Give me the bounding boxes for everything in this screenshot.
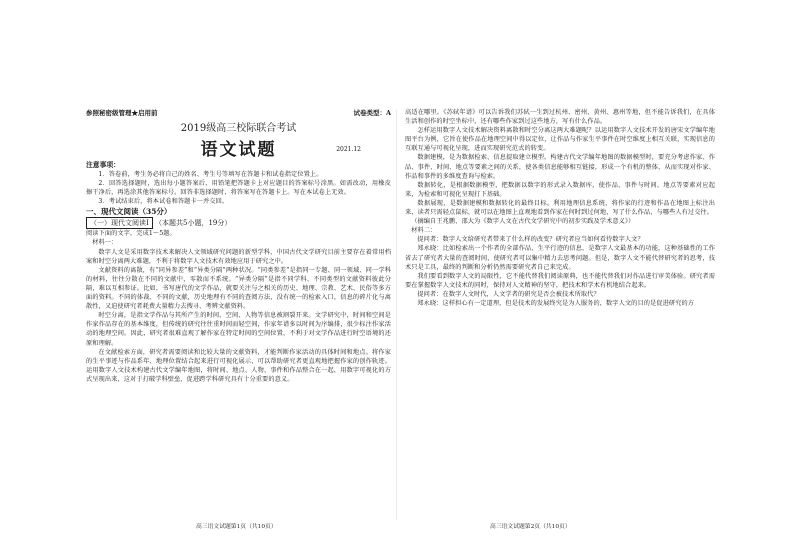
page-header-row (86, 108, 391, 117)
material-two-body (405, 235, 715, 308)
paragraph: 时空分离，是指文学作品与其所产生的时间、空间、人物等信息被割裂开来。文学研究中，时间和空间是作家作品存在的基本维度，但传统的研究往往重时间而轻空间，作家年谱多以时间为序编排，很少标注作家活动的地理空间。因此，研究者很难直观了解作家在特定时间的空间位置，不利于对文学作品进行时空语境的还原和理解。 (86, 312, 391, 347)
notes-title: 注意事项： (86, 161, 120, 169)
exam-title: 2019级高三校际联合考试 (180, 123, 297, 134)
paragraph: 提问者：数字人文给研究者带来了什么样的改变？研究者应当如何看待数字人文？ (417, 236, 644, 244)
note-item: 1．答卷前，考生务必将自己的姓名、考生号等填写在答题卡和试卷指定位置上。 (98, 171, 323, 178)
paragraph: 在文献检索方面，研究者需要阅读和比较大量的文献资料，才能判断作家活动的具体时间和地点。将作家的生平事迹与作品系年、地理位置结合起来进行可视化展示，可以帮助研究者更直观地把握作家的创作轨迹。运用数字人文技术构建古代文学编年地图，将时间、地点、人物、事件和作品整合在一起，用数字可视化的方式呈现出来，这对于打破学科壁垒、促进跨学科研究具有十分重要的意义。 (86, 348, 391, 383)
confidentiality-label: 参照秘密级管理★启用前 (86, 109, 158, 117)
paragraph: 怎样运用数字人文技术解决资料离散和时空分离这两大难题呢？以运用数字人文技术开发的唐宋文学编年地图平台为例，它旨在使作品在地理空间中得以定位，让作品与作家生平事件在时空维度上相互关联，实现信息的互联互通与可视化呈现，进而实现研究范式的转变。 (405, 127, 715, 153)
material-label: 材料一： (92, 239, 118, 247)
exam-page-1 (86, 108, 391, 518)
paragraph: 数据建模，是为数据检索、信息提取建立模型。构建古代文学编年地图的数据模型时，要充分考虑作家、作品、事件、时间、地点等要素之间的关系，使各类信息能够相互链接，形成一个有机的整体，从而实现对作家、作品和事件的多维度查询与检索。 (405, 154, 715, 180)
section-title: 一、现代文阅读（35分） (86, 207, 172, 217)
paragraph: 数据转化，是根据数据模型，把数据以数字的形式录入数据库，使作品、事件与时间、地点等要素对应起来，为检索和可视化呈现打下基础。 (405, 181, 715, 198)
paragraph: 提问者：在数字人文时代，人文学者的研究是否会被技术所取代？ (417, 290, 600, 298)
note-item: 2．回答选择题时，选出每小题答案后，用铅笔把答题卡上对应题目的答案标号涂黑。如需改动，用橡皮擦干净后，再选涂其他答案标号。回答非选择题时，将答案写在答题卡上。写在本试卷上无效。 (86, 180, 391, 197)
page-gutter (396, 110, 397, 520)
notes-list (86, 170, 391, 206)
subsection-label: （一）现代文阅读Ⅰ (86, 217, 153, 229)
reading-instruction: 阅读下面的文字，完成1～5题。 (86, 230, 176, 238)
page-footer-right: 高三语文试题第2页（共10页） (490, 524, 571, 530)
material-one-continued (405, 108, 715, 226)
material-two-label: 材料二： (411, 227, 437, 235)
paragraph: 文献资料的离散，有“同异参差”和“异类分隔”两种状况。“同类参差”是指同一专题、同一领域、同一学科的材料，往往分散在不同的文献中，零散而不系统。“异类分隔”是指不同学科、不同类型的文献资料彼此分隔，难以互相参证。比如，书写唐代的文学作品，就要关注与之相关的历史、地理、宗教、艺术、民俗等多方面的资料。不同的体裁、不同的文献，历史地理有不同的查阅方法，没有统一的检索入口，信息的碎片化与离散性，又迫使研究者耗费大量精力去搜寻、考辨文献资料。 (86, 266, 391, 311)
paragraph: 郑永晓：这样担心有一定道理，但是技术的发展终究是为人服务的，数字人文的目的是促进研究的方 (417, 299, 695, 307)
exam-date: 2021.12 (336, 146, 361, 153)
source-citation: （摘编自王兆鹏、邵大为《数字人文在古代文学研究中的初步实践及学术意义》） (411, 218, 635, 226)
subsection-detail: （本题共5小题，19分） (155, 219, 232, 228)
page-footer-left: 高三语文试题第1页（共10页） (196, 524, 277, 530)
material-one-body (86, 248, 391, 384)
paragraph: 数字人文是采用数字技术来解决人文领域研究问题的新型学科，中国古代文学研究目前主要存在着常用档案和时空分离两大难题，不利于将数字人文技术有效地应用于研究之中。 (86, 248, 391, 265)
paragraph: 数据展现，是数据建模和数据转化的最终目标。利用地理信息系统，将作家的行迹和作品在地图上标注出来，读者只需轻点鼠标，就可以在地图上直观地看到作家在何时到过何地，写了什么作品，与哪些人有过交往。 (405, 199, 715, 217)
subsection-heading (86, 217, 391, 229)
exam-page-2 (405, 108, 715, 518)
paragraph: 我们要看到数字人文的局限性，它不能代替我们阅读原典，也不能代替我们对作品进行审美体验。研究者需要在掌握数字人文技术的同时，保持对人文精神的坚守，把技术和学术有机地结合起来。 (405, 272, 715, 289)
note-item: 3．考试结束后，将本试卷和答题卡一并交回。 (98, 198, 229, 206)
subject-title: 语文试题 (200, 140, 277, 160)
paragraph: 高适在哪里。《苏轼年谱》可以告诉我们苏轼一生到过杭州、密州、黄州、惠州等地，但不能告诉我们，在具体生活和创作的时空坐标中，还有哪些作家到过这些地方，写有什么作品。 (405, 109, 715, 126)
paragraph: 郑永晓：比如检索出一个作者的全部作品、生平行迹的信息，是数字人文最基本的功能，这种基础性的工作省去了研究者大量的查阅时间，使研究者可以集中精力去思考问题。但是，数字人文不能代替研究者的思考，技术只是工具，最终的判断和分析仍然需要研究者自己来完成。 (405, 245, 715, 271)
exam-type-label: 试卷类型：A (353, 109, 391, 117)
